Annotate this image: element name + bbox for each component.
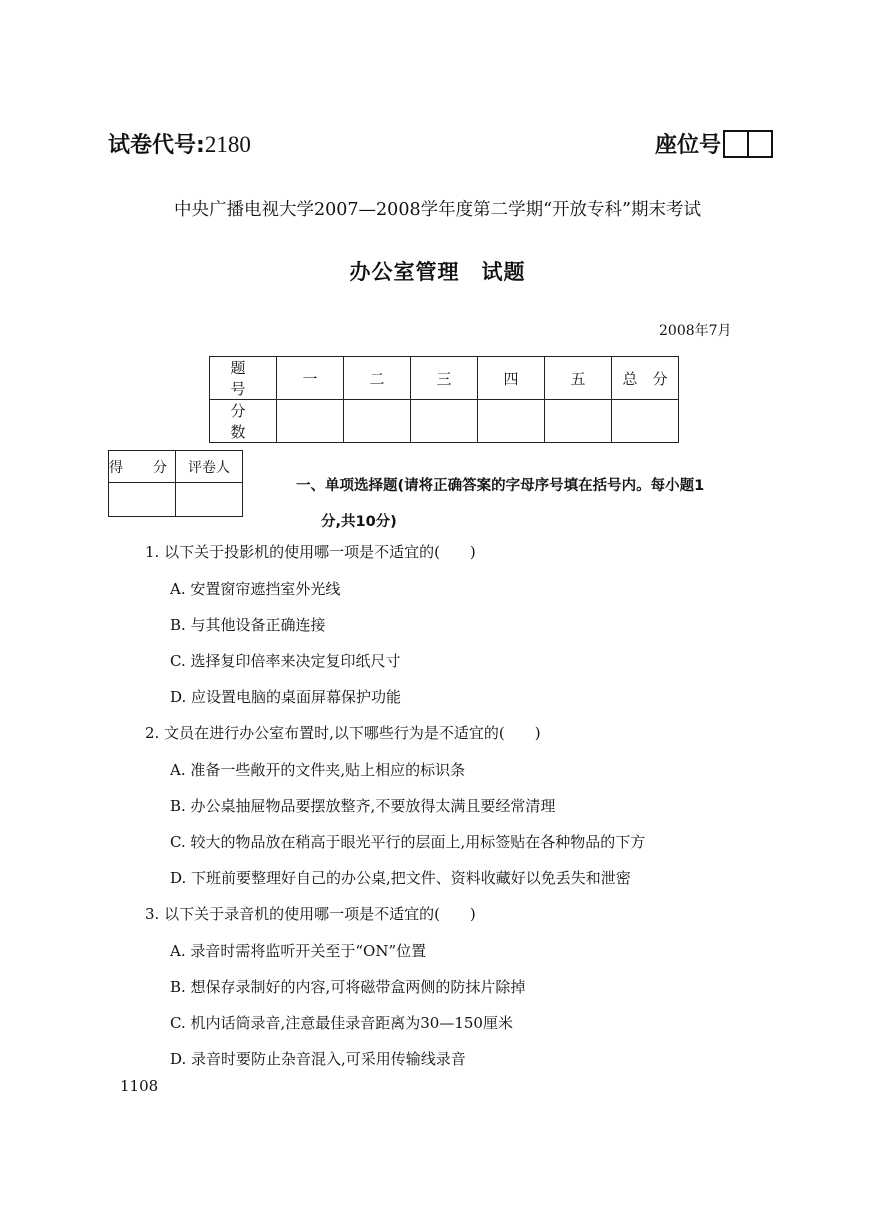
score-label: 得 分	[109, 451, 176, 483]
question-option: D. 下班前要整理好自己的办公桌,把文件、资料收藏好以免丢失和泄密	[170, 869, 631, 887]
exam-code	[108, 128, 251, 159]
grader-header-row	[109, 451, 243, 483]
exam-date: 2008年7月	[659, 323, 732, 339]
question-stem: 2. 文员在进行办公室布置时,以下哪些行为是不适宜的( )	[145, 724, 541, 742]
question-option: C. 较大的物品放在稍高于眼光平行的层面上,用标签贴在各种物品的下方	[170, 833, 646, 851]
score-table	[209, 356, 679, 443]
question-option: C. 选择复印倍率来决定复印纸尺寸	[170, 652, 401, 670]
score-cell[interactable]	[545, 400, 612, 443]
question-option: A. 准备一些敞开的文件夹,贴上相应的标识条	[170, 761, 466, 779]
question-stem: 1. 以下关于投影机的使用哪一项是不适宜的( )	[145, 543, 476, 561]
section-heading-line1: 一、单项选择题(请将正确答案的字母序号填在括号内。每小题1	[296, 478, 705, 494]
grader-name-cell[interactable]	[176, 483, 243, 517]
university-line: 中央广播电视大学2007—2008学年度第二学期“开放专科”期末考试	[174, 200, 701, 220]
seat-number	[655, 128, 773, 159]
grader-label: 评卷人	[176, 451, 243, 483]
section-heading-line2: 分,共10分)	[321, 514, 397, 530]
score-table-header-row	[210, 357, 679, 400]
question-option: B. 办公桌抽屉物品要摆放整齐,不要放得太满且要经常清理	[170, 797, 556, 815]
question-option: C. 机内话筒录音,注意最佳录音距离为30—150厘米	[170, 1014, 513, 1032]
seat-label: 座位号	[655, 133, 722, 158]
grader-input-row	[109, 483, 243, 517]
seat-boxes[interactable]	[723, 130, 773, 158]
column-header: 一	[277, 357, 344, 400]
question-option: B. 与其他设备正确连接	[170, 616, 326, 634]
question-option: B. 想保存录制好的内容,可将磁带盒两侧的防抹片除掉	[170, 978, 526, 996]
exam-code-value: 2180	[204, 132, 251, 157]
question-option: D. 录音时要防止杂音混入,可采用传输线录音	[170, 1050, 466, 1068]
question-stem: 3. 以下关于录音机的使用哪一项是不适宜的( )	[145, 905, 476, 923]
question-option: A. 安置窗帘遮挡室外光线	[170, 580, 341, 598]
page-number: 1108	[120, 1077, 159, 1095]
exam-code-label: 试卷代号:	[108, 133, 205, 158]
question-option: A. 录音时需将监听开关至于“ON”位置	[170, 942, 427, 960]
page-title: 办公室管理 试题	[349, 260, 526, 284]
column-header: 总 分	[612, 357, 679, 400]
score-cell[interactable]	[478, 400, 545, 443]
column-header: 四	[478, 357, 545, 400]
column-header: 二	[344, 357, 411, 400]
column-header: 三	[411, 357, 478, 400]
question-number-label: 题 号	[210, 357, 277, 400]
column-header: 五	[545, 357, 612, 400]
seat-box[interactable]	[749, 130, 773, 158]
score-cell[interactable]	[612, 400, 679, 443]
score-table-score-row	[210, 400, 679, 443]
grader-score-cell[interactable]	[109, 483, 176, 517]
score-label: 分 数	[210, 400, 277, 443]
score-cell[interactable]	[411, 400, 478, 443]
score-cell[interactable]	[277, 400, 344, 443]
score-cell[interactable]	[344, 400, 411, 443]
seat-box[interactable]	[723, 130, 749, 158]
grader-table	[108, 450, 243, 517]
question-option: D. 应设置电脑的桌面屏幕保护功能	[170, 688, 402, 706]
